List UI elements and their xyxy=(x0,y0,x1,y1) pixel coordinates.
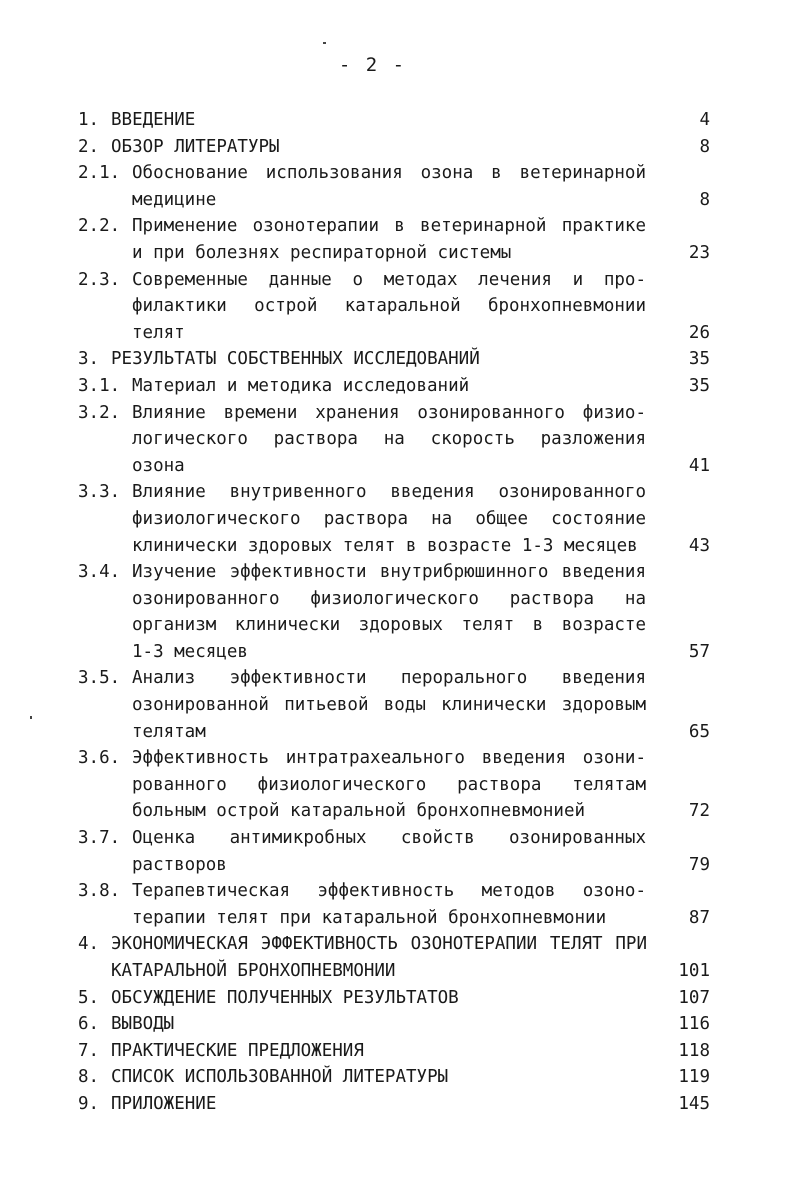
toc-page-number: 118 xyxy=(678,1040,710,1061)
toc-entry-title: растворов xyxy=(132,854,227,875)
toc-page-number: 8 xyxy=(699,189,710,210)
toc-line xyxy=(78,187,718,214)
toc-page-number: 119 xyxy=(678,1067,710,1088)
toc-entry-title: клинически здоровых телят в возрасте 1-3 месяцев xyxy=(132,535,638,556)
toc-entry-number: 3.3. xyxy=(78,482,121,503)
toc-entry-title: Изучение эффективности внутрибрюшинного введения xyxy=(132,562,646,583)
toc-entry-title: 1-3 месяцев xyxy=(132,641,248,662)
toc-line xyxy=(78,931,718,958)
toc-entry-title: филактики острой катаральной бронхопневмонии xyxy=(132,296,646,317)
toc-entry-number: 9. xyxy=(78,1093,100,1114)
toc-page-number: 107 xyxy=(678,987,710,1008)
toc-line xyxy=(78,639,718,666)
toc-line xyxy=(78,160,718,187)
toc-line xyxy=(78,479,718,506)
toc-entry-title: ПРИЛОЖЕНИЕ xyxy=(111,1093,217,1114)
toc-entry-title: Современные данные о методах лечения и про- xyxy=(132,269,646,290)
toc-line xyxy=(78,373,718,400)
toc-line xyxy=(78,692,718,719)
toc-page-number: 4 xyxy=(699,110,710,130)
toc-line xyxy=(78,905,718,932)
toc-entry-number: 2.3. xyxy=(78,269,121,290)
toc-entry-number: 8. xyxy=(78,1067,100,1088)
toc-entry-title: организм клинически здоровых телят в возрасте xyxy=(132,615,646,636)
toc-entry-title: Анализ эффективности перорального введения xyxy=(132,668,646,689)
toc-line xyxy=(78,1064,718,1091)
toc-entry-title: озонированной питьевой воды клинически здоровым xyxy=(132,695,646,716)
toc-entry-number: 3. xyxy=(78,349,100,370)
toc-line xyxy=(78,772,718,799)
toc-line xyxy=(78,878,718,905)
toc-entry-title: ЭКОНОМИЧЕСКАЯ ЭФФЕКТИВНОСТЬ ОЗОНОТЕРАПИИ ТЕЛЯТ ПРИ xyxy=(111,934,647,955)
toc-entry-title: Эффективность интратрахеального введения озони- xyxy=(132,748,646,769)
toc-line xyxy=(78,985,718,1012)
toc-line xyxy=(78,719,718,746)
toc-entry-title: телятам xyxy=(132,721,206,742)
page-number: - 2 - xyxy=(338,54,407,76)
toc-line xyxy=(78,958,718,985)
toc-line xyxy=(78,267,718,294)
toc-page-number: 26 xyxy=(688,322,710,343)
toc-line xyxy=(78,825,718,852)
toc-entry-number: 3.4. xyxy=(78,562,121,583)
toc-entry-title: ПРАКТИЧЕСКИЕ ПРЕДЛОЖЕНИЯ xyxy=(111,1040,364,1061)
toc-line xyxy=(78,665,718,692)
toc-line xyxy=(78,320,718,347)
scan-speck xyxy=(323,42,326,44)
toc-line xyxy=(78,107,718,134)
toc-entry-title: Применение озонотерапии в ветеринарной практике xyxy=(132,216,646,237)
toc-entry-title: телят xyxy=(132,322,185,343)
toc-entry-title: Оценка антимикробных свойств озонированных xyxy=(132,828,646,849)
toc-line xyxy=(78,586,718,613)
toc-page-number: 35 xyxy=(688,375,710,396)
toc-entry-title: больным острой катаральной бронхопневмонией xyxy=(132,801,586,822)
toc-entry-number: 2.1. xyxy=(78,163,121,184)
toc-line xyxy=(78,559,718,586)
toc-entry-title: Обоснование использования озона в ветеринарной xyxy=(132,163,646,184)
toc-entry-number: 1. xyxy=(78,110,100,130)
toc-page-number: 101 xyxy=(678,961,710,981)
toc-entry-title: логического раствора на скорость разложения xyxy=(132,429,646,450)
toc-page-number: 87 xyxy=(688,907,710,928)
toc-entry-title: и при болезнях респираторной системы xyxy=(132,242,512,263)
toc-page-number: 65 xyxy=(688,721,710,742)
toc-line xyxy=(78,798,718,825)
toc-entry-title: озона xyxy=(132,455,185,476)
toc-entry-title: Терапевтическая эффективность методов озоно- xyxy=(132,881,646,902)
scan-speck xyxy=(30,716,32,719)
toc-line xyxy=(78,612,718,639)
toc-entry-title: терапии телят при катаральной бронхопневмонии xyxy=(132,907,607,928)
toc-entry-title: РЕЗУЛЬТАТЫ СОБСТВЕННЫХ ИССЛЕДОВАНИЙ xyxy=(111,349,480,370)
toc-entry-title: Влияние внутривенного введения озонированного xyxy=(132,482,646,503)
toc-line xyxy=(78,293,718,320)
toc-page-number: 23 xyxy=(688,242,710,263)
toc-entry-title: СПИСОК ИСПОЛЬЗОВАННОЙ ЛИТЕРАТУРЫ xyxy=(111,1067,449,1088)
toc-line xyxy=(78,533,718,560)
toc-page-number: 72 xyxy=(688,801,710,822)
toc-line xyxy=(78,1038,718,1065)
table-of-contents xyxy=(78,107,718,1118)
toc-entry-title: физиологического раствора на общее состояние xyxy=(132,508,646,529)
toc-line xyxy=(78,453,718,480)
toc-page-number: 8 xyxy=(699,136,710,157)
toc-entry-title: ВВЕДЕНИЕ xyxy=(111,110,196,130)
toc-page-number: 41 xyxy=(688,455,710,476)
toc-line xyxy=(78,426,718,453)
toc-line xyxy=(78,134,718,161)
toc-page-number: 57 xyxy=(688,641,710,662)
toc-page-number: 145 xyxy=(678,1093,710,1114)
toc-entry-number: 3.8. xyxy=(78,881,121,902)
toc-entry-title: Влияние времени хранения озонированного физио- xyxy=(132,402,646,423)
toc-line xyxy=(78,400,718,427)
toc-line xyxy=(78,213,718,240)
toc-entry-title: медицине xyxy=(132,189,217,210)
toc-entry-number: 2.2. xyxy=(78,216,121,237)
toc-page-number: 35 xyxy=(688,349,710,370)
toc-entry-number: 3.5. xyxy=(78,668,121,689)
toc-entry-number: 5. xyxy=(78,987,100,1008)
toc-entry-title: ОБСУЖДЕНИЕ ПОЛУЧЕННЫХ РЕЗУЛЬТАТОВ xyxy=(111,987,459,1008)
toc-page-number: 79 xyxy=(688,854,710,875)
toc-entry-title: КАТАРАЛЬНОЙ БРОНХОПНЕВМОНИИ xyxy=(111,961,396,981)
toc-entry-title: ВЫВОДЫ xyxy=(111,1014,175,1035)
toc-entry-number: 4. xyxy=(78,934,100,955)
toc-line xyxy=(78,852,718,879)
toc-entry-title: рованного физиологического раствора телятам xyxy=(132,774,646,795)
toc-line xyxy=(78,506,718,533)
toc-line xyxy=(78,240,718,267)
toc-entry-number: 2. xyxy=(78,136,100,157)
toc-entry-number: 6. xyxy=(78,1014,100,1035)
toc-entry-number: 7. xyxy=(78,1040,100,1061)
toc-entry-number: 3.7. xyxy=(78,828,121,849)
toc-entry-title: ОБЗОР ЛИТЕРАТУРЫ xyxy=(111,136,280,157)
toc-line xyxy=(78,346,718,373)
toc-page-number: 116 xyxy=(678,1014,710,1035)
toc-entry-title: озонированного физиологического раствора на xyxy=(132,588,646,609)
toc-entry-number: 3.2. xyxy=(78,402,121,423)
toc-line xyxy=(78,745,718,772)
toc-entry-number: 3.1. xyxy=(78,375,121,396)
toc-entry-number: 3.6. xyxy=(78,748,121,769)
toc-line xyxy=(78,1091,718,1118)
toc-line xyxy=(78,1011,718,1038)
toc-entry-title: Материал и методика исследований xyxy=(132,375,470,396)
toc-page-number: 43 xyxy=(688,535,710,556)
